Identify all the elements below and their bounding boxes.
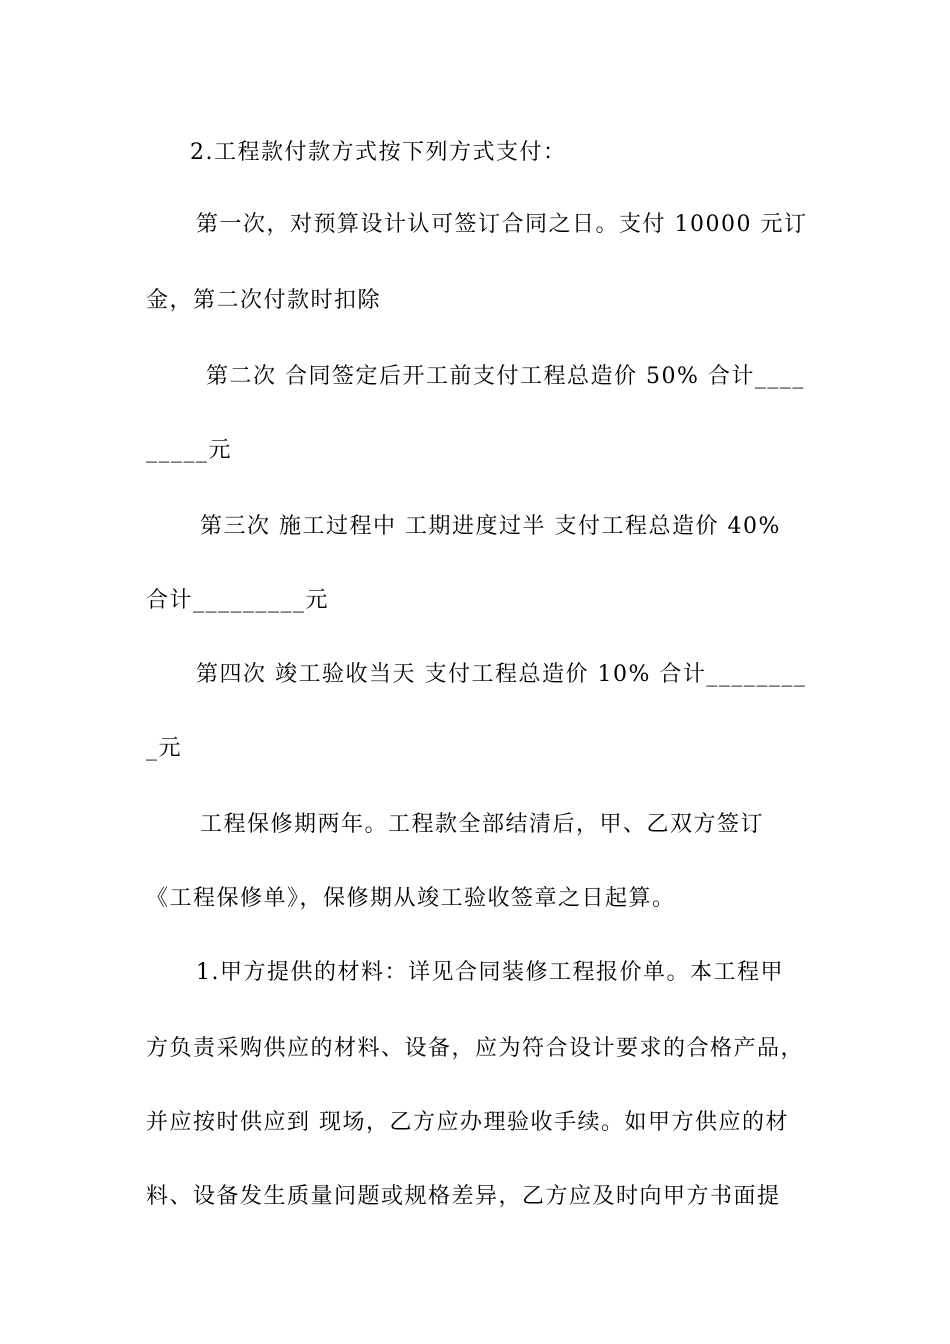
text-line-materials: 1.甲方提供的材料：详见合同装修工程报价单。本工程甲	[196, 960, 784, 985]
text-line-materials-cont-3: 料、设备发生质量问题或规格差异，乙方应及时向甲方书面提	[146, 1184, 781, 1209]
text-line-third-payment-cont: 合计_________元	[146, 588, 330, 613]
text-line-warranty: 工程保修期两年。工程款全部结清后，甲、乙双方签订	[200, 812, 765, 837]
text-line-fourth-payment: 第四次 竣工验收当天 支付工程总造价 10% 合计________	[196, 662, 807, 687]
text-line-first-payment: 第一次，对预算设计认可签订合同之日。支付 10000 元订	[196, 212, 808, 237]
text-line-payment-method: 2.工程款付款方式按下列方式支付：	[190, 140, 567, 165]
text-line-materials-cont-2: 并应按时供应到 现场，乙方应办理验收手续。如甲方供应的材	[146, 1110, 789, 1135]
text-line-materials-cont-1: 方负责采购供应的材料、设备，应为符合设计要求的合格产品，	[146, 1036, 805, 1061]
text-line-warranty-cont: 《工程保修单》，保修期从竣工验收签章之日起算。	[146, 886, 676, 911]
text-line-second-payment: 第二次 合同签定后开工前支付工程总造价 50% 合计____	[206, 364, 805, 389]
text-line-third-payment: 第三次 施工过程中 工期进度过半 支付工程总造价 40%	[200, 514, 781, 539]
text-line-fourth-payment-cont: _元	[146, 736, 183, 761]
text-line-first-payment-cont: 金，第二次付款时扣除	[146, 288, 382, 313]
text-line-second-payment-cont: _____元	[146, 438, 233, 463]
